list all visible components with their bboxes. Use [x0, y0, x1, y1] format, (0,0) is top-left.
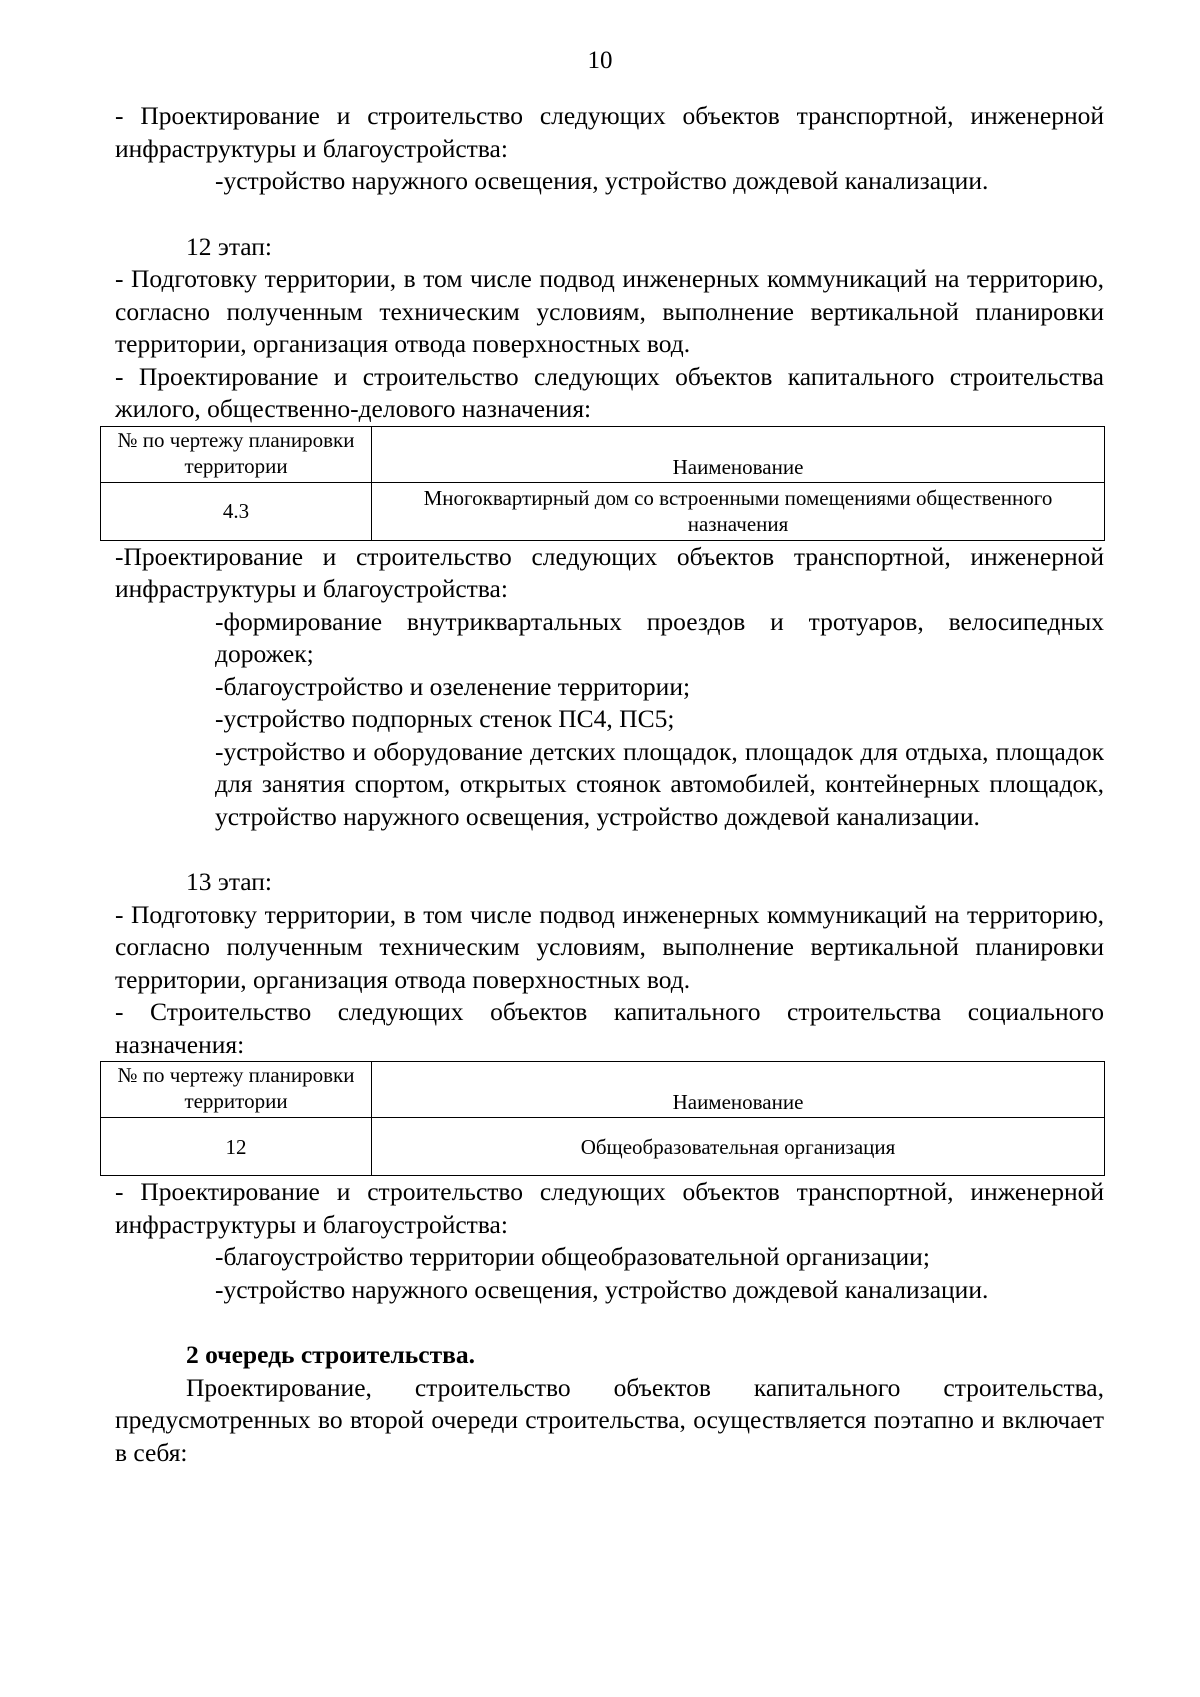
table-cell-name: Многоквартирный дом со встроенными помещениями общественного назначения [372, 482, 1105, 540]
list-item: -формирование внутриквартальных проездов и тротуаров, велосипедных дорожек; [215, 606, 1104, 668]
table-header-number: № по чертежу планировки территории [101, 426, 372, 482]
stage-12-objects-table [100, 426, 1105, 541]
page-number: 10 [587, 47, 613, 74]
spacer [115, 833, 1104, 866]
stage-13-transport-infra: - Проектирование и строительство следующих объектов транспортной, инженерной инфраструктуры и благоустройства: [115, 1177, 1104, 1239]
list-item: -благоустройство территории общеобразовательной организации; [215, 1242, 930, 1271]
spacer [115, 198, 1104, 231]
table-cell-name: Общеобразовательная организация [372, 1118, 1105, 1176]
queue-2-intro: Проектирование, строительство объектов капитального строительства, предусмотренных во второй очереди строительства, осуществляется поэтапно и включает в себя: [115, 1372, 1104, 1467]
stage-13-territory-prep: - Подготовку территории, в том числе подвод инженерных коммуникаций на территорию, согласно полученным техническим условиям, выполнение вертикальной планировки территории, организация отвода поверхностных вод. [115, 899, 1104, 994]
list-item: -устройство подпорных стенок ПС4, ПС5; [215, 704, 675, 733]
table-header-row [101, 426, 1105, 482]
table-cell-number: 12 [101, 1118, 372, 1176]
list-item: -благоустройство и озеленение территории; [215, 671, 691, 701]
stage-13-objects-table [100, 1061, 1105, 1176]
stage-13-title: 13 этап: [186, 867, 272, 896]
table-header-name: Наименование [372, 1062, 1105, 1118]
list-item: -устройство наружного освещения, устройство дождевой канализации. [215, 166, 989, 195]
spacer [115, 1306, 1104, 1339]
stage-12-capital-objects: - Проектирование и строительство следующих объектов капитального строительства жилого, общественно-делового назначения: [115, 361, 1104, 423]
paragraph-transport-infra-intro: - Проектирование и строительство следующих объектов транспортной, инженерной инфраструктуры и благоустройства: [115, 101, 1104, 163]
table-row [101, 1118, 1105, 1176]
stage-12-transport-infra: -Проектирование и строительство следующих объектов транспортной, инженерной инфраструктуры и благоустройства: [115, 541, 1104, 603]
stage-12-title: 12 этап: [186, 231, 272, 261]
table-header-row [101, 1062, 1105, 1118]
list-item: -устройство и оборудование детских площадок, площадок для отдыха, площадок для занятия спортом, открытых стоянок автомобилей, контейнерных площадок, устройство наружного освещения, устройство дождевой канализации. [215, 736, 1104, 831]
table-cell-number: 4.3 [101, 482, 372, 540]
stage-13-capital-objects: - Строительство следующих объектов капитального строительства социального назначения: [115, 997, 1104, 1059]
table-header-number: № по чертежу планировки территории [101, 1062, 372, 1118]
table-row [101, 482, 1105, 540]
stage-12-territory-prep: - Подготовку территории, в том числе подвод инженерных коммуникаций на территорию, согласно полученным техническим условиям, выполнение вертикальной планировки территории, организация отвода поверхностных вод. [115, 264, 1104, 358]
list-item: -устройство наружного освещения, устройство дождевой канализации. [215, 1274, 989, 1304]
queue-2-heading: 2 очередь строительства. [186, 1340, 475, 1369]
page-content [115, 100, 1104, 1469]
table-header-name: Наименование [372, 426, 1105, 482]
